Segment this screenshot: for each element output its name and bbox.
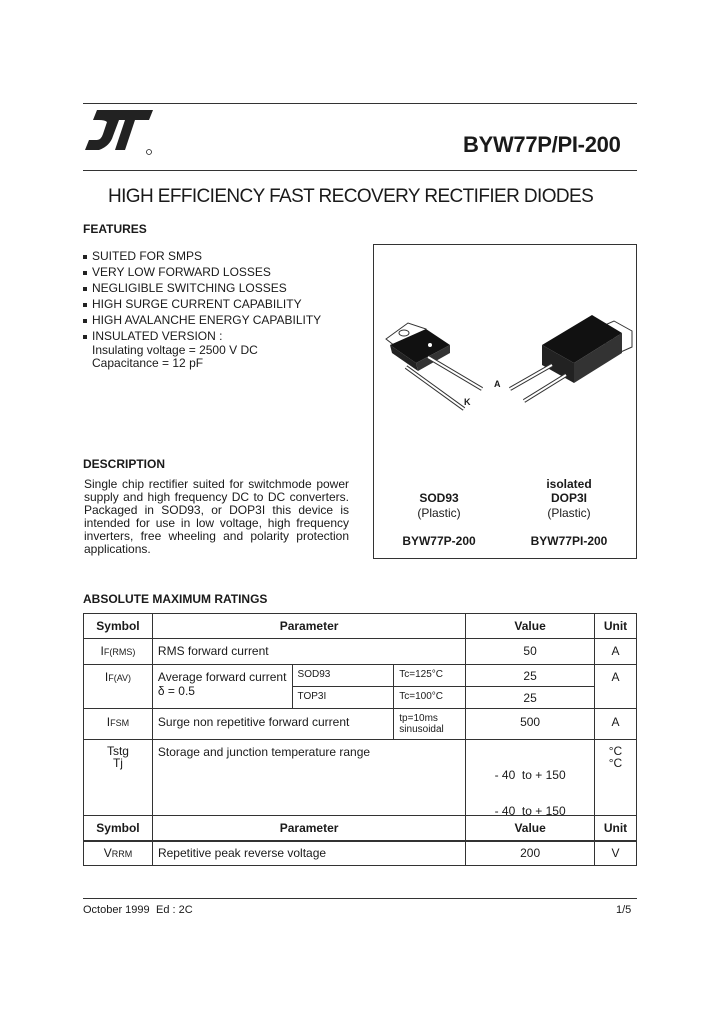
- pin-a-label: A: [494, 379, 501, 389]
- st-logo: [83, 108, 155, 161]
- cond-cell: Tc=125°C: [394, 665, 466, 687]
- unit-cell: A: [594, 639, 636, 665]
- symbol-sub: RRM: [111, 849, 133, 859]
- insulating-voltage: Insulating voltage = 2500 V DC: [92, 343, 258, 357]
- header-symbol: Symbol: [84, 614, 153, 639]
- description-heading: DESCRIPTION: [83, 457, 166, 471]
- pkg-cell: TOP3I: [292, 687, 394, 709]
- symbol-sub: FSM: [110, 718, 130, 728]
- value-cell: 25: [466, 687, 595, 709]
- param-line: δ = 0.5: [157, 684, 195, 698]
- pkg-cell: SOD93: [292, 665, 394, 687]
- unit-cell: A: [594, 709, 636, 740]
- footer-page: 1/5: [616, 904, 632, 916]
- symbol-sub: F(AV): [108, 673, 132, 683]
- table-row: [84, 709, 637, 740]
- part-number: BYW77P/PI-200: [463, 132, 621, 157]
- header-parameter: Parameter: [152, 816, 465, 841]
- symbol-main: I: [104, 670, 109, 684]
- footer-rule: [83, 898, 637, 899]
- cond-cell: [394, 709, 466, 740]
- value-line: - 40 to + 150: [494, 804, 566, 818]
- capacitance: Capacitance = 12 pF: [92, 356, 204, 370]
- symbol-sub: F(RMS): [103, 647, 136, 657]
- feature-item: NEGLIGIBLE SWITCHING LOSSES: [83, 280, 321, 296]
- param-cell: Surge non repetitive forward current: [152, 709, 393, 740]
- symbol-main: V: [103, 846, 112, 860]
- footer-edition: Ed : 2C: [156, 904, 193, 916]
- param-line: Average forward current: [157, 670, 287, 684]
- header-parameter: Parameter: [152, 614, 465, 639]
- unit-line: °C: [608, 744, 623, 758]
- pin-k-label: K: [464, 397, 471, 407]
- unit-line: °C: [608, 756, 623, 770]
- symbol-cell: [84, 709, 153, 740]
- symbol-cell: [84, 841, 153, 866]
- dop3i-part: BYW77PI-200: [530, 534, 608, 548]
- dop3i-material: (Plastic): [547, 506, 591, 520]
- unit-cell: A: [594, 665, 636, 709]
- sod93-part: BYW77P-200: [402, 534, 476, 548]
- table-row: [84, 841, 637, 866]
- features-heading: FEATURES: [83, 222, 147, 236]
- unit-cell: V: [595, 841, 637, 866]
- symbol-line: Tj: [112, 756, 123, 770]
- symbol-cell: [84, 639, 153, 665]
- features-list: [83, 248, 321, 370]
- page-title: HIGH EFFICIENCY FAST RECOVERY RECTIFIER DIODES: [108, 186, 594, 207]
- param-cell: RMS forward current: [152, 639, 465, 665]
- symbol-main: I: [106, 715, 111, 729]
- value-cell: 500: [466, 709, 595, 740]
- top-rule: [83, 103, 637, 104]
- param-cell: Repetitive peak reverse voltage: [152, 841, 465, 866]
- table-row: [84, 639, 637, 665]
- description-text: Single chip rectifier suited for switchmode power supply and high frequency DC to DC converters. Packaged in SOD93, or DOP3I this device is intended for use in low voltage, high frequency inverters, free wheeling and polarity protection applications.: [84, 477, 349, 556]
- cond-line: tp=10ms: [399, 713, 438, 724]
- abs-max-table: [83, 613, 637, 842]
- abs-max-heading: ABSOLUTE MAXIMUM RATINGS: [83, 592, 268, 606]
- dop3i-package-image: [504, 305, 634, 415]
- sod93-name: SOD93: [419, 491, 459, 505]
- header-value: Value: [466, 816, 595, 841]
- param-cell: Storage and junction temperature range: [152, 740, 465, 842]
- dop3i-prefix: isolated: [546, 477, 592, 491]
- feature-item: HIGH AVALANCHE ENERGY CAPABILITY: [83, 312, 321, 328]
- feature-item: HIGH SURGE CURRENT CAPABILITY: [83, 296, 321, 312]
- symbol-line: Tstg: [106, 744, 129, 758]
- feature-item: SUITED FOR SMPS: [83, 248, 321, 264]
- table-row: [84, 665, 637, 687]
- feature-item: VERY LOW FORWARD LOSSES: [83, 264, 321, 280]
- value-cell: 25: [466, 665, 595, 687]
- mid-rule: [83, 170, 637, 171]
- value-cell: 200: [466, 841, 595, 866]
- symbol-cell: [84, 665, 153, 709]
- header-symbol: Symbol: [84, 816, 153, 841]
- vrrm-table: [83, 815, 637, 866]
- cond-line: sinusoidal: [399, 724, 444, 735]
- sod93-package-image: [378, 317, 488, 417]
- feature-item: INSULATED VERSION :: [83, 328, 321, 344]
- sod93-material: (Plastic): [417, 506, 461, 520]
- header-unit: Unit: [594, 614, 636, 639]
- header-value: Value: [466, 614, 595, 639]
- header-unit: Unit: [595, 816, 637, 841]
- value-cell: 50: [466, 639, 595, 665]
- cond-cell: Tc=100°C: [394, 687, 466, 709]
- param-cell: [152, 665, 292, 709]
- symbol-main: I: [100, 644, 104, 658]
- dop3i-name: DOP3I: [550, 491, 587, 505]
- footer-date: October 1999: [83, 904, 150, 916]
- package-box: [373, 244, 637, 559]
- value-line: - 40 to + 150: [494, 768, 566, 782]
